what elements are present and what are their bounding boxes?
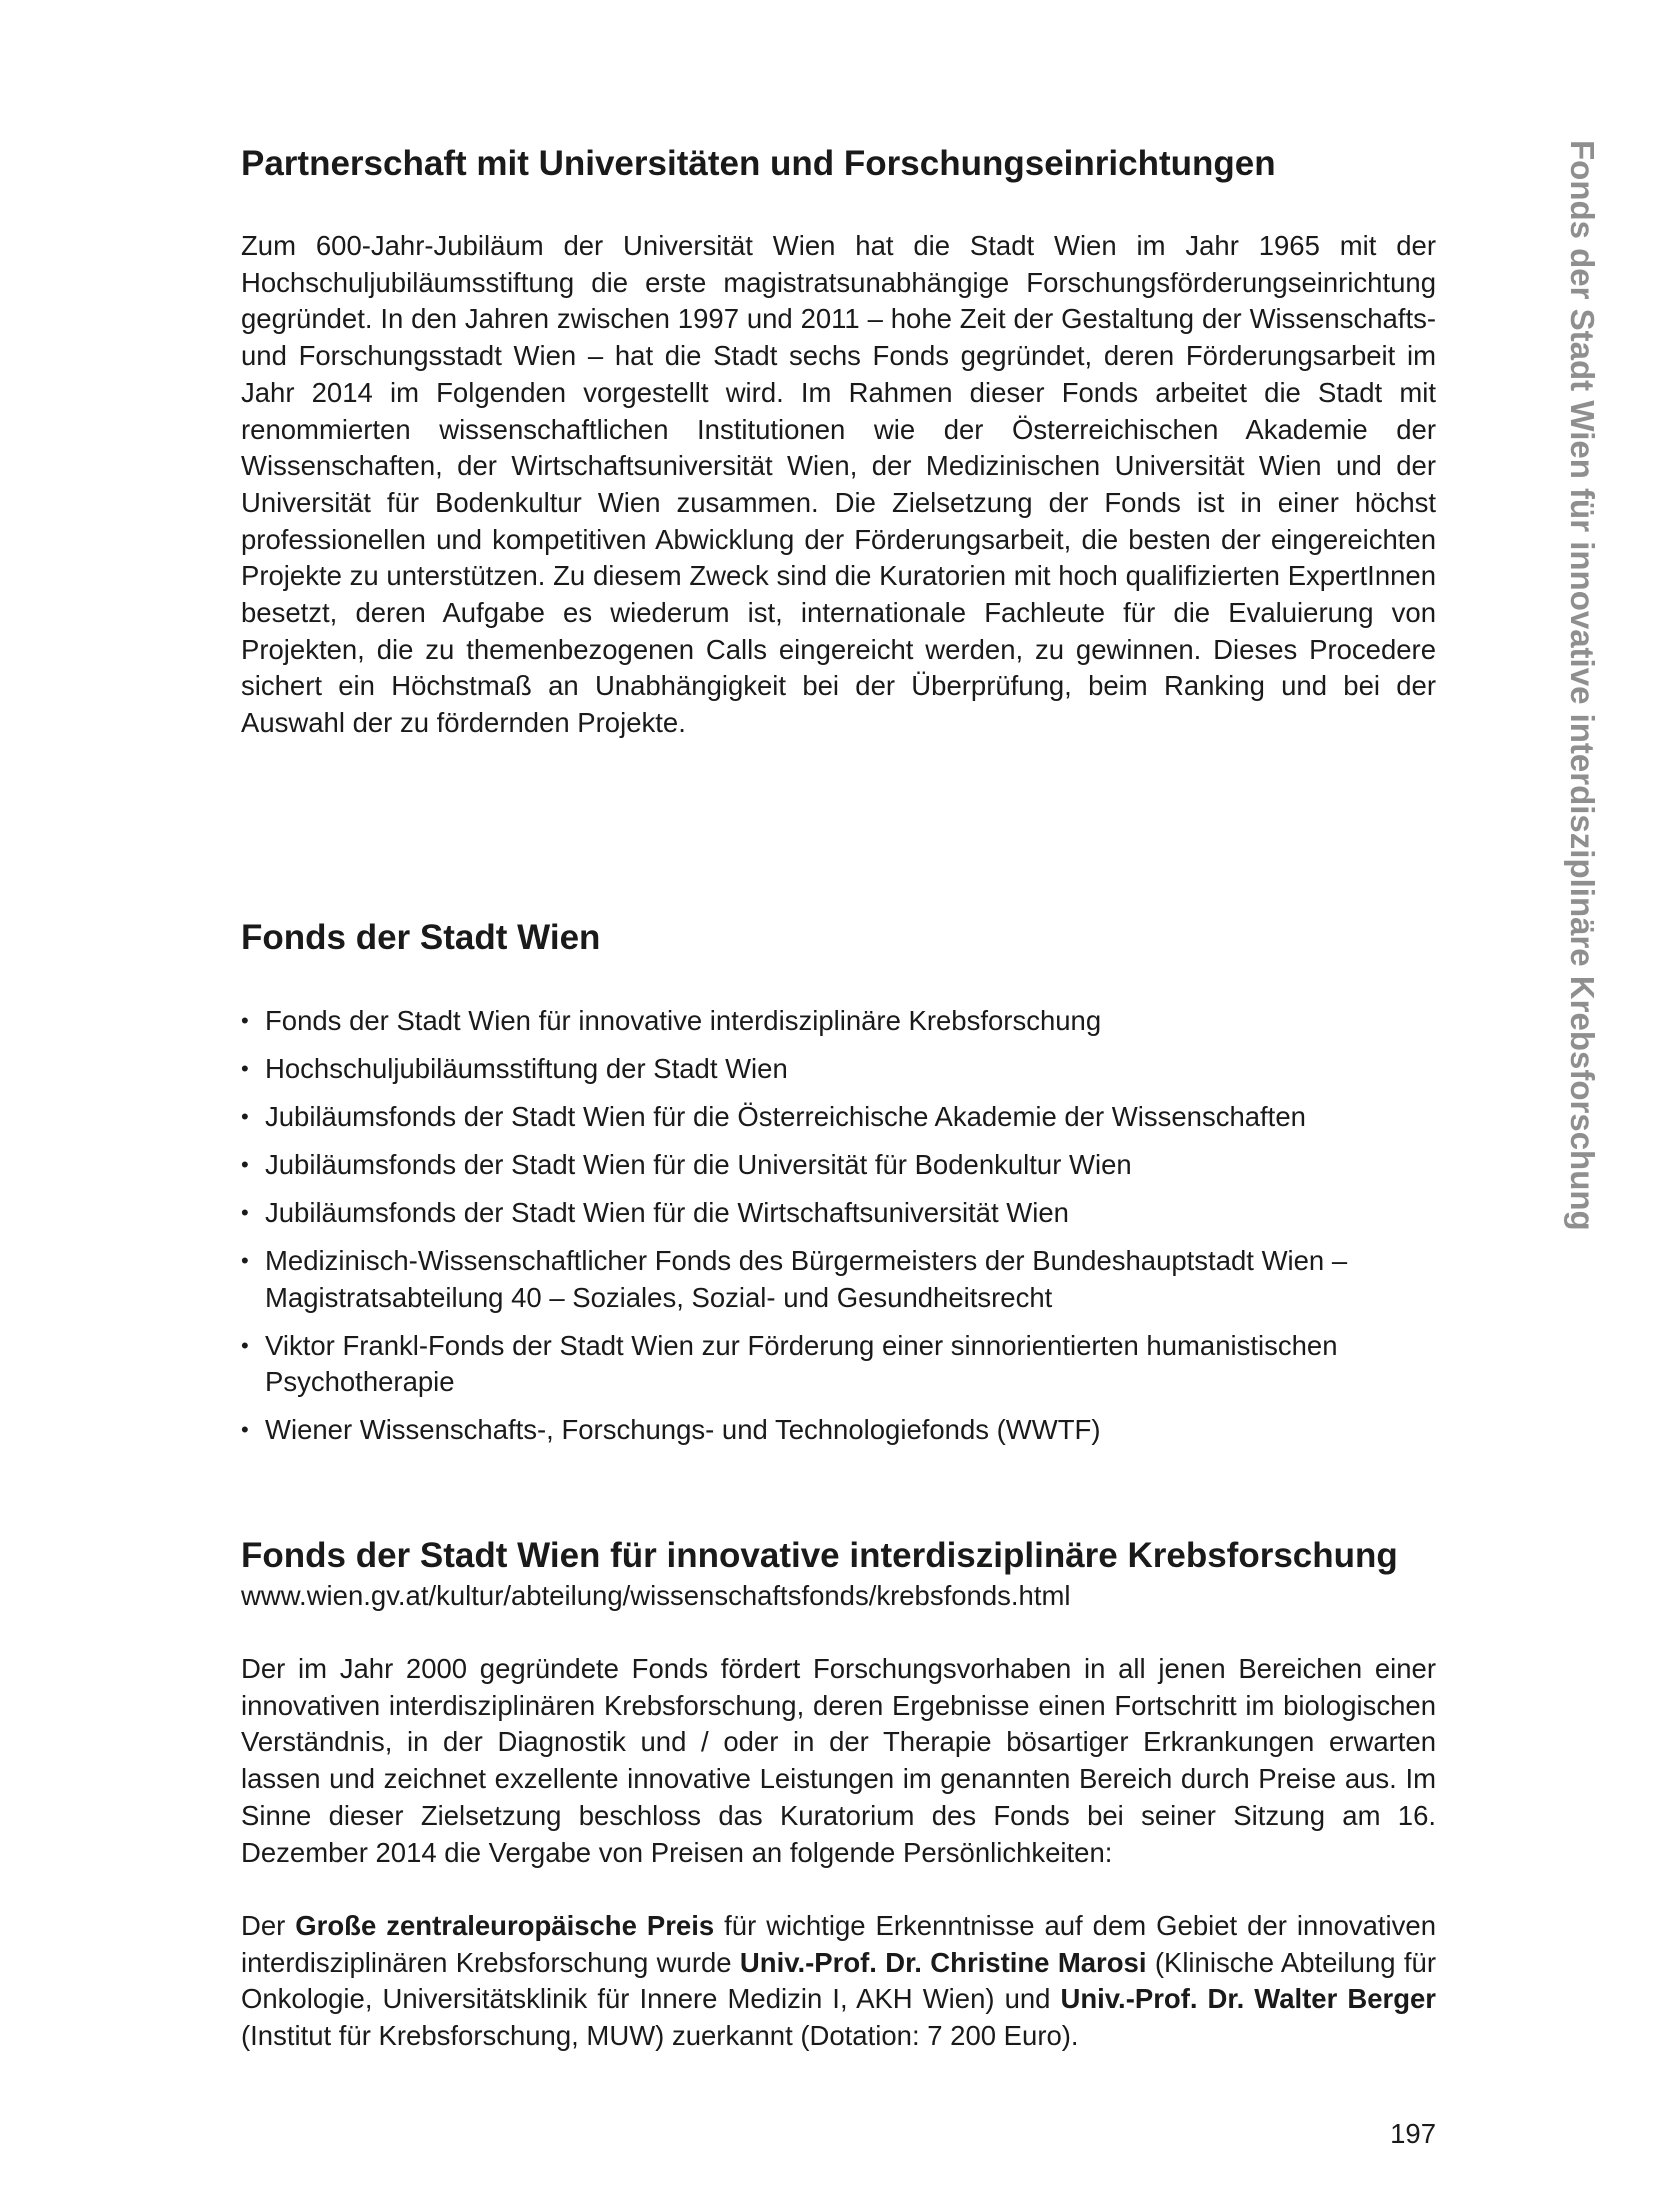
- fonds-list: [241, 1003, 1436, 1449]
- award-text-1: Der: [241, 1910, 296, 1941]
- list-item: • Fonds der Stadt Wien für innovative interdisziplinäre Krebsforschung: [241, 1003, 1436, 1040]
- list-item: • Jubiläumsfonds der Stadt Wien für die Österreichische Akademie der Wissenschaften: [241, 1099, 1436, 1136]
- award-text-3: (Klinische Abteilung für Onkologie, Universitätsklinik für Innere Medizin I, AKH Wien) und: [241, 1946, 1436, 2015]
- page-number: 197: [1390, 2118, 1436, 2149]
- krebsfonds-url[interactable]: www.wien.gv.at/kultur/abteilung/wissenschaftsfonds/krebsfonds.html: [241, 1580, 1071, 1611]
- krebsfonds-paragraph-block: [241, 1651, 1436, 1871]
- partnership-paragraph: Zum 600-Jahr-Jubiläum der Universität Wien hat die Stadt Wien im Jahr 1965 mit der Hochschuljubiläumsstiftung die erste magistratsunabhängige Forschungsförderungseinrichtung gegründet. In den Jahren zwischen 1997 und 2011 – hohe Zeit der Gestaltung der Wissenschafts- und Forschungsstadt Wien – hat die Stadt sechs Fonds gegründet, deren Förderungsarbeit im Jahr 2014 im Folgenden vorgestellt wird. Im Rahmen dieser Fonds arbeitet die Stadt mit renommierten wissenschaftlichen Institutionen wie der Österreichischen Akademie der Wissenschaften, der Wirtschaftsuniversität Wien, der Medizinischen Universität Wien und der Universität für Bodenkultur Wien zusammen. Die Zielsetzung der Fonds ist in einer höchst professionellen und kompetitiven Abwicklung der Förderungsarbeit, die besten der eingereichten Projekte zu unterstützen. Zu diesem Zweck sind die Kuratorien mit hoch qualifizierten ExpertInnen besetzt, deren Aufgabe es wiederum ist, internationale Fachleute für die Evaluierung von Projekten, die zu themenbezogenen Calls eingereicht werden, zu gewinnen. Dieses Procedere sichert ein Höchstmaß an Unabhängigkeit bei der Überprüfung, beim Ranking und bei der Auswahl der zu fördernden Projekte.: [241, 230, 1436, 739]
- fonds-list-block: [241, 1003, 1436, 1460]
- award-prize-name: Große zentraleuropäische Preis: [295, 1910, 715, 1941]
- award-paragraph-block: [241, 1908, 1436, 2055]
- section-heading-fonds: Fonds der Stadt Wien: [241, 918, 601, 957]
- section-partnership: [241, 142, 1436, 186]
- award-text-2: für wichtige Erkenntnisse auf dem Gebiet der innovativen interdisziplinären Krebsforschung wurde: [241, 1910, 1436, 1978]
- section-fonds: [241, 916, 1436, 960]
- awardee-marosi: Univ.-Prof. Dr. Christine Marosi: [739, 1946, 1147, 1978]
- running-header-vertical: [1562, 140, 1602, 1230]
- list-item: • Hochschuljubiläumsstiftung der Stadt Wien: [241, 1051, 1436, 1088]
- list-item: • Jubiläumsfonds der Stadt Wien für die Wirtschaftsuniversität Wien: [241, 1195, 1436, 1232]
- award-text-4: (Institut für Krebsforschung, MUW) zuerkannt (Dotation: 7 200 Euro).: [241, 2020, 1079, 2052]
- section-heading-partnership: Partnerschaft mit Universitäten und Forschungseinrichtungen: [241, 144, 1276, 183]
- list-item: • Medizinisch-Wissenschaftlicher Fonds des Bürgermeisters der Bundeshauptstadt Wien – Magistratsabteilung 40 – Soziales, Sozial- und Gesundheitsrecht: [241, 1243, 1436, 1316]
- award-paragraph: [241, 1908, 1436, 2055]
- list-item: • Viktor Frankl-Fonds der Stadt Wien zur Förderung einer sinnorientierten humanistischen Psychotherapie: [241, 1328, 1436, 1401]
- list-item: • Jubiläumsfonds der Stadt Wien für die Universität für Bodenkultur Wien: [241, 1147, 1436, 1184]
- awardee-berger: Univ.-Prof. Dr. Walter Berger: [1060, 1983, 1436, 2015]
- section-heading-krebsforschung: Fonds der Stadt Wien für innovative interdisziplinäre Krebsforschung: [241, 1536, 1398, 1575]
- partnership-paragraph-block: [241, 228, 1436, 742]
- section-krebsforschung: [241, 1534, 1436, 1578]
- list-item: • Wiener Wissenschafts-, Forschungs- und Technologiefonds (WWTF): [241, 1412, 1436, 1449]
- krebsfonds-paragraph: Der im Jahr 2000 gegründete Fonds fördert Forschungsvorhaben in all jenen Bereichen einer innovativen interdisziplinären Krebsforschung, deren Ergebnisse einen Fortschritt im biologischen Verständnis, in der Diagnostik und / oder in der Therapie bösartiger Erkrankungen erwarten lassen und zeichnet exzellente innovative Leistungen im genannten Bereich durch Preise aus. Im Sinne dieser Zielsetzung beschloss das Kuratorium des Fonds bei seiner Sitzung am 16. Dezember 2014 die Vergabe von Preisen an folgende Persönlichkeiten:: [241, 1653, 1436, 1868]
- running-header-text: Fonds der Stadt Wien für innovative interdisziplinäre Krebsforschung: [1564, 140, 1601, 1231]
